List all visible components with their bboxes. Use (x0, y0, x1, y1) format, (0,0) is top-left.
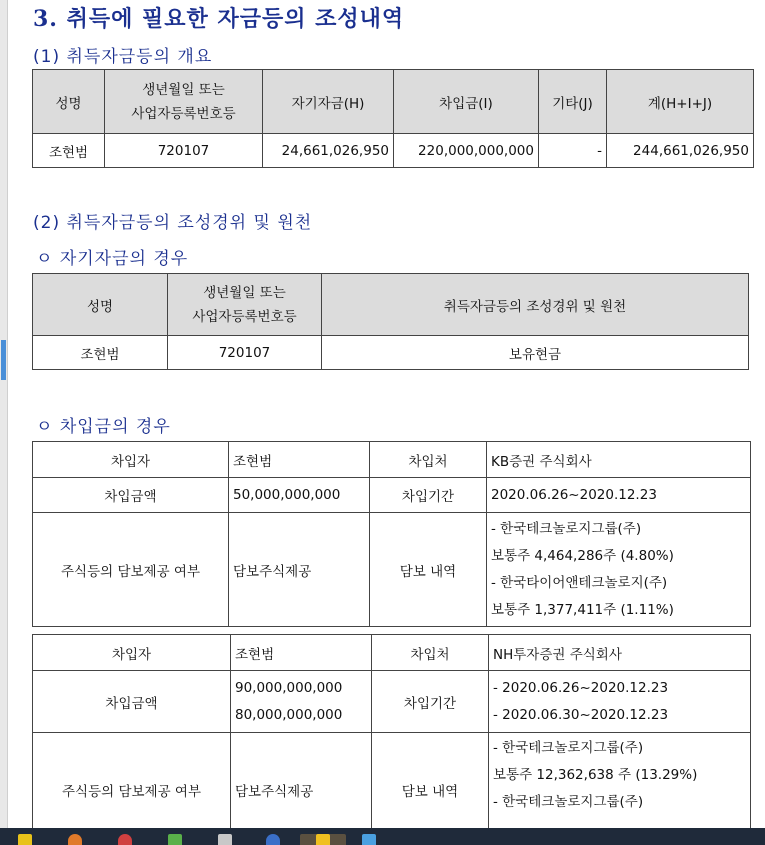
taskbar-app-icon[interactable] (168, 834, 182, 845)
taskbar-app-icon[interactable] (266, 834, 280, 845)
cell-period (489, 671, 751, 733)
cell-collateral: 담보주식제공 (229, 513, 370, 627)
detail-line: - 한국타이어앤테크놀로지(주) (491, 574, 668, 591)
label-amount: 차입금액 (33, 478, 229, 513)
detail-line: 보통주 4,464,286주 (4.80%) (491, 547, 674, 564)
taskbar-app-icon[interactable] (218, 834, 232, 845)
detail-line: 보통주 12,362,638 주 (13.29%) (493, 767, 698, 783)
cell-other: - (539, 134, 607, 168)
cell-borrower: 조현범 (229, 442, 370, 478)
amount-line: 80,000,000,000 (235, 706, 343, 723)
cell-name: 조현범 (33, 134, 105, 168)
label-amount: 차입금액 (33, 671, 231, 733)
own-funds-table (32, 273, 749, 370)
taskbar-app-icon[interactable] (362, 834, 376, 845)
cell-total: 244,661,026,950 (607, 134, 754, 168)
section-title: 3. 취득에 필요한 자금등의 조성내역 (33, 6, 405, 32)
header-birth-id: 생년월일 또는 사업자등록번호등 (168, 274, 322, 336)
borrowing-table-kb (32, 441, 751, 627)
label-period: 차입기간 (370, 478, 487, 513)
detail-line: - 한국테크놀로지그룹(주) (493, 740, 644, 756)
cell-name: 조현범 (33, 336, 168, 370)
header-borrowings: 차입금(I) (394, 70, 539, 134)
taskbar-app-icon[interactable] (68, 834, 82, 845)
label-collateral: 주식등의 담보제공 여부 (33, 733, 231, 829)
cell-borrowings: 220,000,000,000 (394, 134, 539, 168)
header-own-funds: 자기자금(H) (263, 70, 394, 134)
taskbar-app-icon[interactable] (118, 834, 132, 845)
label-borrower: 차입자 (33, 635, 231, 671)
taskbar (0, 828, 765, 845)
overview-table (32, 69, 754, 168)
cell-own-funds: 24,661,026,950 (263, 134, 394, 168)
borrowing-table-nh (32, 634, 751, 828)
borrowings-title: ㅇ 차입금의 경우 (36, 417, 171, 437)
cell-lender: KB증권 주식회사 (487, 442, 751, 478)
amount-line: 90,000,000,000 (235, 679, 343, 696)
cell-birth-id: 720107 (168, 336, 322, 370)
cell-source: 보유현금 (322, 336, 749, 370)
cell-lender: NH투자증권 주식회사 (489, 635, 751, 671)
cell-amount: 50,000,000,000 (229, 478, 370, 513)
label-lender: 차입처 (372, 635, 489, 671)
label-borrower: 차입자 (33, 442, 229, 478)
label-collateral-detail: 담보 내역 (372, 733, 489, 829)
subsection-title-sources: (2) 취득자금등의 조성경위 및 원천 (33, 213, 313, 233)
label-collateral: 주식등의 담보제공 여부 (33, 513, 229, 627)
label-period: 차입기간 (372, 671, 489, 733)
detail-line: - 한국테크놀로지그룹(주) (491, 520, 642, 537)
label-collateral-detail: 담보 내역 (370, 513, 487, 627)
taskbar-app-icon[interactable] (316, 834, 330, 845)
header-total: 계(H+I+J) (607, 70, 754, 134)
detail-line: - 한국테크놀로지그룹(주) (493, 794, 644, 810)
header-name: 성명 (33, 70, 105, 134)
cell-collateral-detail (487, 513, 751, 627)
cell-amount (231, 671, 372, 733)
taskbar-app-icon[interactable] (18, 834, 32, 845)
cell-birth-id: 720107 (105, 134, 263, 168)
label-lender: 차입처 (370, 442, 487, 478)
cell-collateral: 담보주식제공 (231, 733, 372, 829)
period-line: - 2020.06.26~2020.12.23 (493, 679, 669, 696)
cell-collateral-detail (489, 733, 751, 829)
own-funds-title: ㅇ 자기자금의 경우 (36, 249, 189, 269)
header-other: 기타(J) (539, 70, 607, 134)
cell-period: 2020.06.26~2020.12.23 (487, 478, 751, 513)
cell-borrower: 조현범 (231, 635, 372, 671)
subsection-title-overview: (1) 취득자금등의 개요 (33, 47, 213, 67)
header-birth-id: 생년월일 또는 사업자등록번호등 (105, 70, 263, 134)
header-source: 취득자금등의 조성경위 및 원천 (322, 274, 749, 336)
detail-line: 보통주 1,377,411주 (1.11%) (491, 601, 674, 618)
period-line: - 2020.06.30~2020.12.23 (493, 706, 669, 723)
header-name: 성명 (33, 274, 168, 336)
